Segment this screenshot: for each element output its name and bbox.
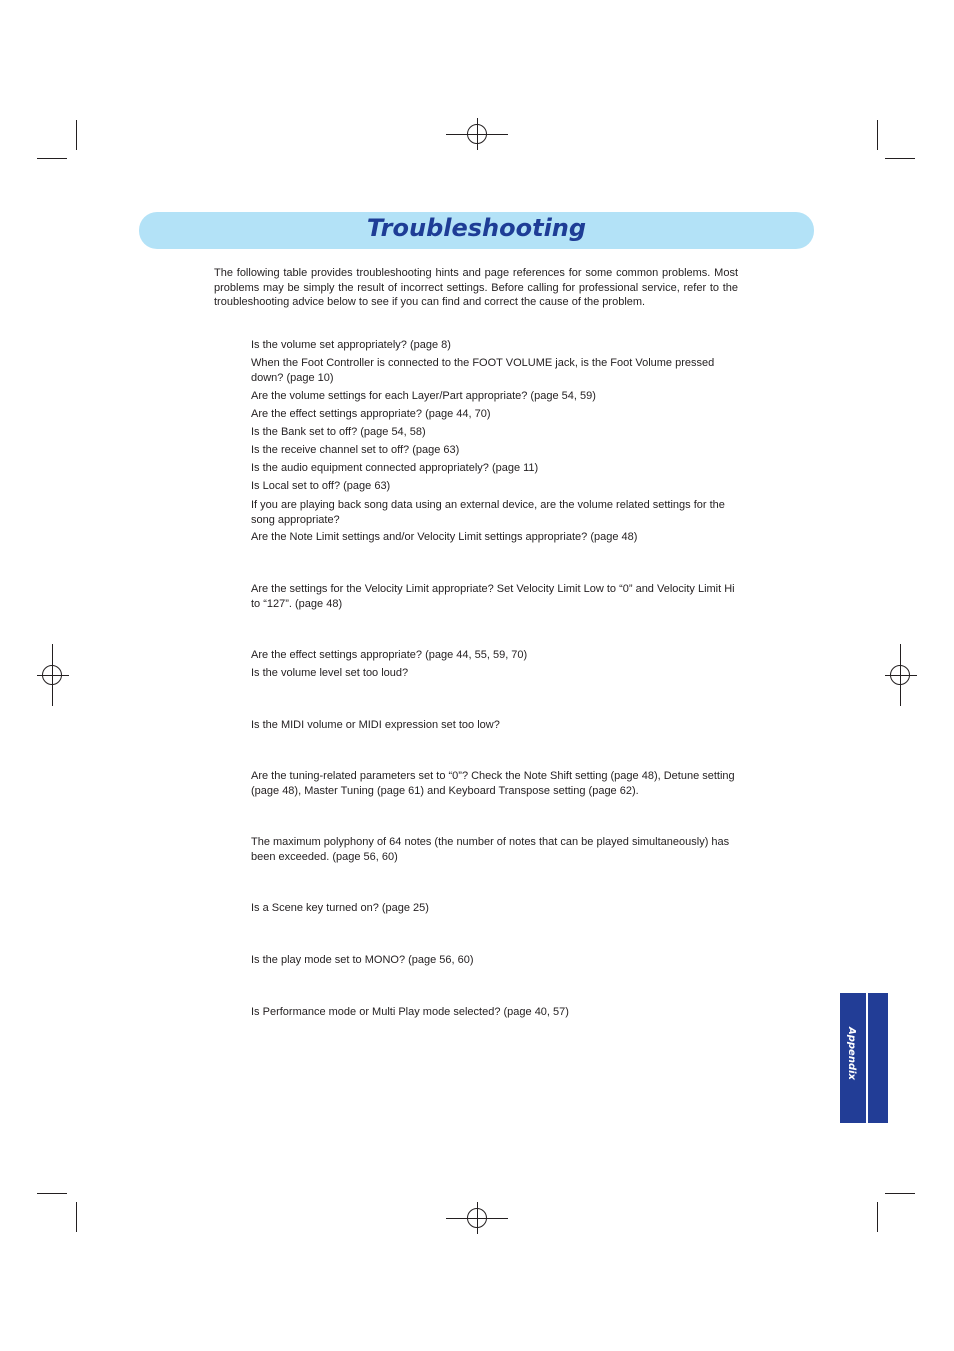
list-item: Is the MIDI volume or MIDI expression set too low? [251,719,500,731]
list-item: Are the Note Limit settings and/or Velocity Limit settings appropriate? (page 48) [251,531,638,543]
appendix-tab-label: Appendix [846,1027,857,1080]
appendix-tab-stripe [866,993,868,1123]
intro-paragraph: The following table provides troubleshooting hints and page references for some common problems. Most problems may be simply the result of incorrect settings. Before calling for professional service, refer to the troubleshooting advice below to see if you can find and correct the cause of the problem. [214,267,738,308]
list-item: If you are playing back song data using an external device, are the volume related settings for the song appropriate? [251,499,725,526]
list-item: Are the effect settings appropriate? (page 44, 55, 59, 70) [251,649,528,661]
list-item: Is a Scene key turned on? (page 25) [251,902,429,914]
list-item: Is the play mode set to MONO? (page 56, 60) [251,954,474,966]
list-item: When the Foot Controller is connected to the FOOT VOLUME jack, is the Foot Volume pressed down? (page 10) [251,357,715,384]
list-item: Are the effect settings appropriate? (page 44, 70) [251,408,491,420]
list-item: Are the settings for the Velocity Limit appropriate? Set Velocity Limit Low to “0” and Velocity Limit Hi to “127”. (page 48) [251,583,735,610]
list-item: Are the volume settings for each Layer/Part appropriate? (page 54, 59) [251,390,596,402]
page-title: Troubleshooting [366,214,587,242]
list-item: Is the Bank set to off? (page 54, 58) [251,426,426,438]
list-item: Is the audio equipment connected appropriately? (page 11) [251,462,539,474]
list-item: Is the volume set appropriately? (page 8) [251,339,451,351]
list-item: The maximum polyphony of 64 notes (the number of notes that can be played simultaneously) has been exceeded. (page 56, 60) [251,836,730,863]
list-item: Is the receive channel set to off? (page 63) [251,444,460,456]
title-banner [139,212,814,249]
list-item: Is Local set to off? (page 63) [251,480,391,492]
list-item: Are the tuning-related parameters set to “0”? Check the Note Shift setting (page 48), Detune setting (page 48), Master Tuning (page 61) and Keyboard Transpose setting (page 62). [251,770,735,797]
list-item: Is Performance mode or Multi Play mode selected? (page 40, 57) [251,1006,569,1018]
list-item: Is the volume level set too loud? [251,667,409,679]
